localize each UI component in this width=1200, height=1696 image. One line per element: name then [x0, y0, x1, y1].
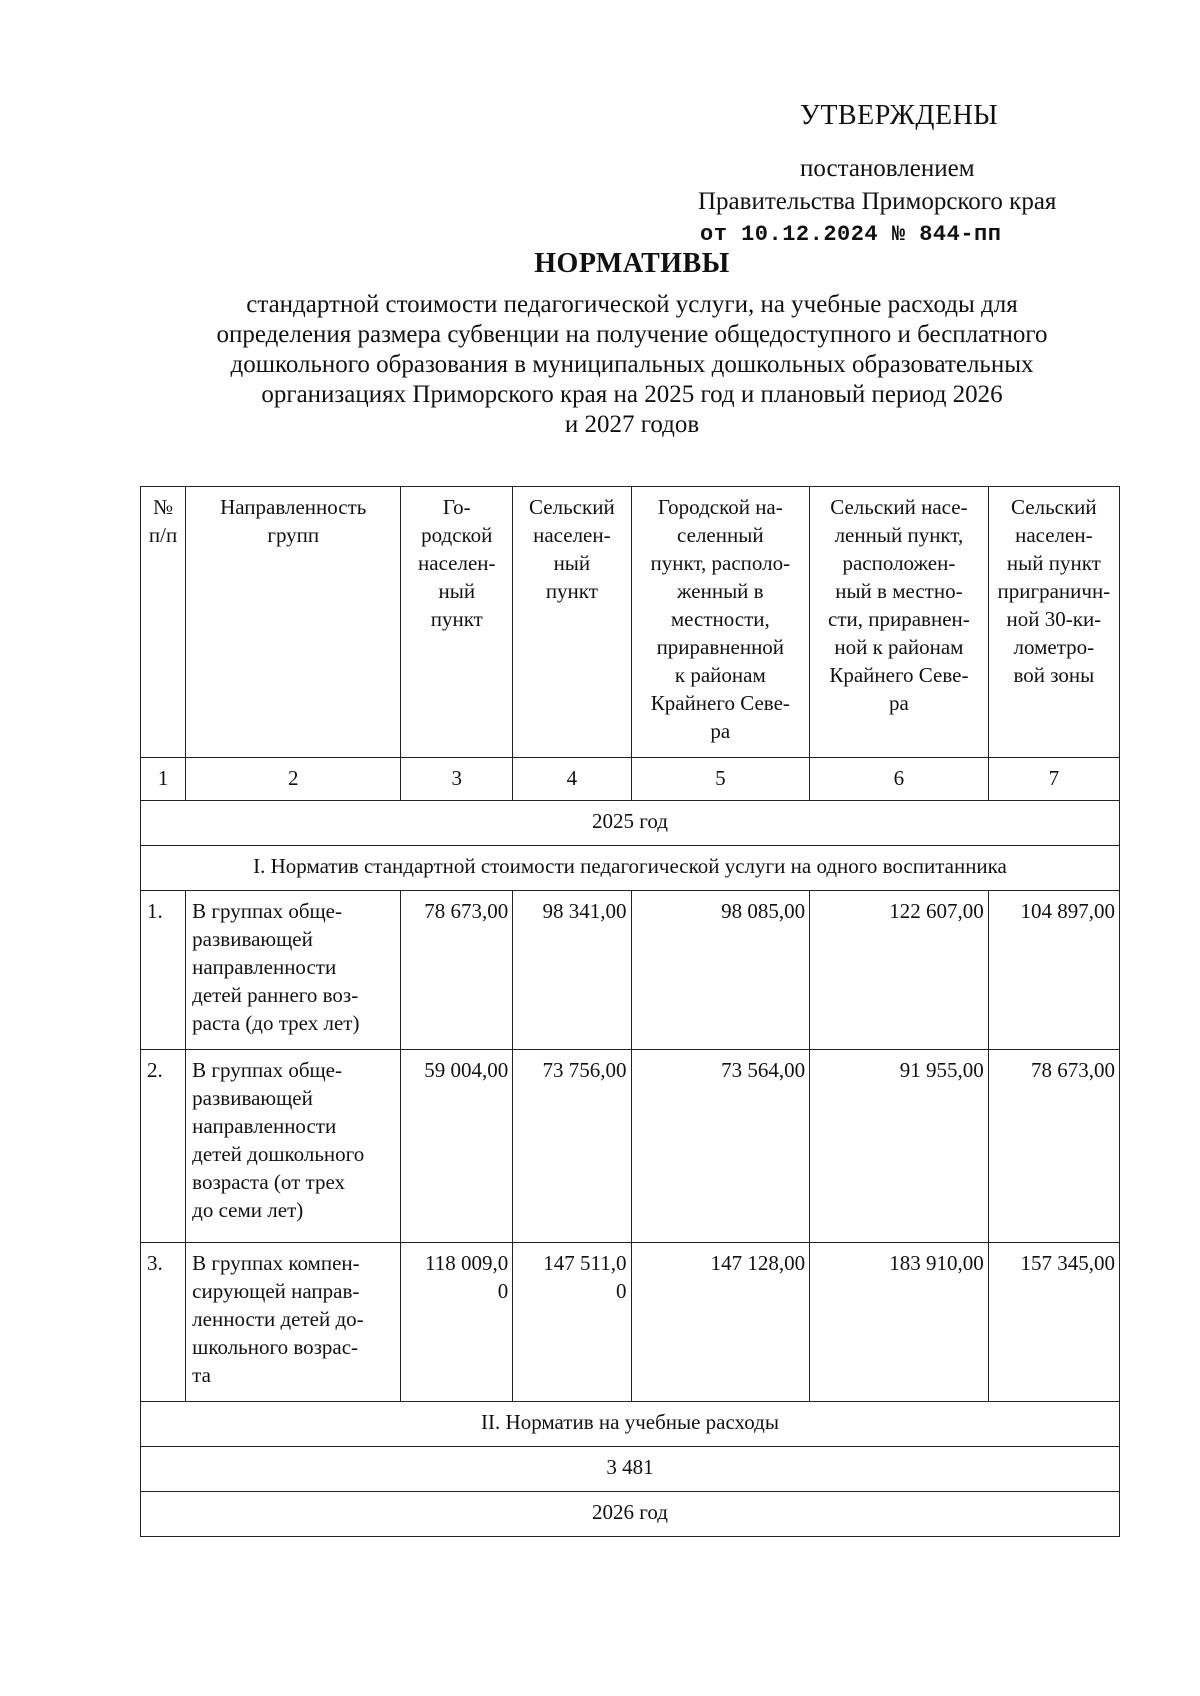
value-cell: 98 085,00: [631, 891, 810, 1050]
subtitle-line: стандартной стоимости педагогической услуги, на учебные расходы для: [246, 291, 1018, 318]
column-number: 7: [988, 758, 1119, 801]
value-cell: 122 607,00: [810, 891, 989, 1050]
table-row: [141, 1243, 1120, 1402]
column-number: 1: [141, 758, 186, 801]
value-cell: 98 341,00: [513, 891, 631, 1050]
section-2-cell: II. Норматив на учебные расходы: [141, 1402, 1120, 1447]
approved-heading: УТВЕРЖДЕНЫ: [800, 100, 999, 131]
document-title: НОРМАТИВЫ: [534, 248, 730, 279]
column-number: 4: [513, 758, 631, 801]
column-number: 2: [186, 758, 401, 801]
norms-table: [140, 486, 1120, 1537]
value-cell: 183 910,00: [810, 1243, 989, 1402]
header-cell: Направленность групп: [186, 487, 401, 758]
value-cell: 157 345,00: [988, 1243, 1119, 1402]
header-cell: Сельский насе- ленный пункт, расположен- ный в местно- сти, приравнен- ной к районам Крайнего Севе- ра: [810, 487, 989, 758]
document-subtitle: [150, 290, 1114, 440]
header-cell: Городской на- селенный пункт, располо- женный в местности, приравненной к районам Крайнего Севе- ра: [631, 487, 810, 758]
subtitle-line: определения размера субвенции на получение общедоступного и бесплатного: [216, 321, 1048, 348]
value-cell: 78 673,00: [988, 1050, 1119, 1243]
value-cell: 104 897,00: [988, 891, 1119, 1050]
section-row: [141, 1402, 1120, 1447]
value-cell: 147 511,0 0: [513, 1243, 631, 1402]
row-index: 1.: [141, 891, 186, 1050]
year-row: [141, 1492, 1120, 1537]
row-group-name: В группах обще- развивающей направленности детей раннего воз- раста (до трех лет): [186, 891, 401, 1050]
educational-expenses-value: 3 481: [141, 1447, 1120, 1492]
value-cell: 91 955,00: [810, 1050, 989, 1243]
subtitle-line: и 2027 годов: [564, 411, 700, 438]
value-cell: 59 004,00: [401, 1050, 513, 1243]
decree-label: постановлением: [800, 155, 975, 182]
section-row: [141, 846, 1120, 891]
header-cell: № п/п: [141, 487, 186, 758]
column-number: 3: [401, 758, 513, 801]
table-row: [141, 891, 1120, 1050]
column-number-row: [141, 758, 1120, 801]
row-group-name: В группах компен- сирующей направ- ленности детей до- школьного возрас- та: [186, 1243, 401, 1402]
column-number: 5: [631, 758, 810, 801]
header-cell: Го- родской населен- ный пункт: [401, 487, 513, 758]
header-cell: Сельский населен- ный пункт: [513, 487, 631, 758]
government-label: Правительства Приморского края: [698, 188, 1057, 215]
year-2025-cell: 2025 год: [141, 801, 1120, 846]
row-group-name: В группах обще- развивающей направленности детей дошкольного возраста (от трех до семи лет): [186, 1050, 401, 1243]
value-cell: 118 009,0 0: [401, 1243, 513, 1402]
section-1-cell: I. Норматив стандартной стоимости педагогической услуги на одного воспитанника: [141, 846, 1120, 891]
row-index: 2.: [141, 1050, 186, 1243]
header-cell: Сельский населен- ный пункт приграничн- ной 30-ки- лометро- вой зоны: [988, 487, 1119, 758]
column-number: 6: [810, 758, 989, 801]
value-cell: 73 756,00: [513, 1050, 631, 1243]
subtitle-line: организациях Приморского края на 2025 год и плановый период 2026: [261, 381, 1003, 408]
table-header-row: [141, 487, 1120, 758]
value-cell: 78 673,00: [401, 891, 513, 1050]
year-row: [141, 801, 1120, 846]
expenses-row: [141, 1447, 1120, 1492]
value-cell: 147 128,00: [631, 1243, 810, 1402]
value-cell: 73 564,00: [631, 1050, 810, 1243]
table-row: [141, 1050, 1120, 1243]
decree-date-number: от 10.12.2024 № 844-пп: [700, 222, 1002, 247]
row-index: 3.: [141, 1243, 186, 1402]
year-2026-cell: 2026 год: [141, 1492, 1120, 1537]
subtitle-line: дошкольного образования в муниципальных дошкольных образовательных: [230, 351, 1034, 378]
